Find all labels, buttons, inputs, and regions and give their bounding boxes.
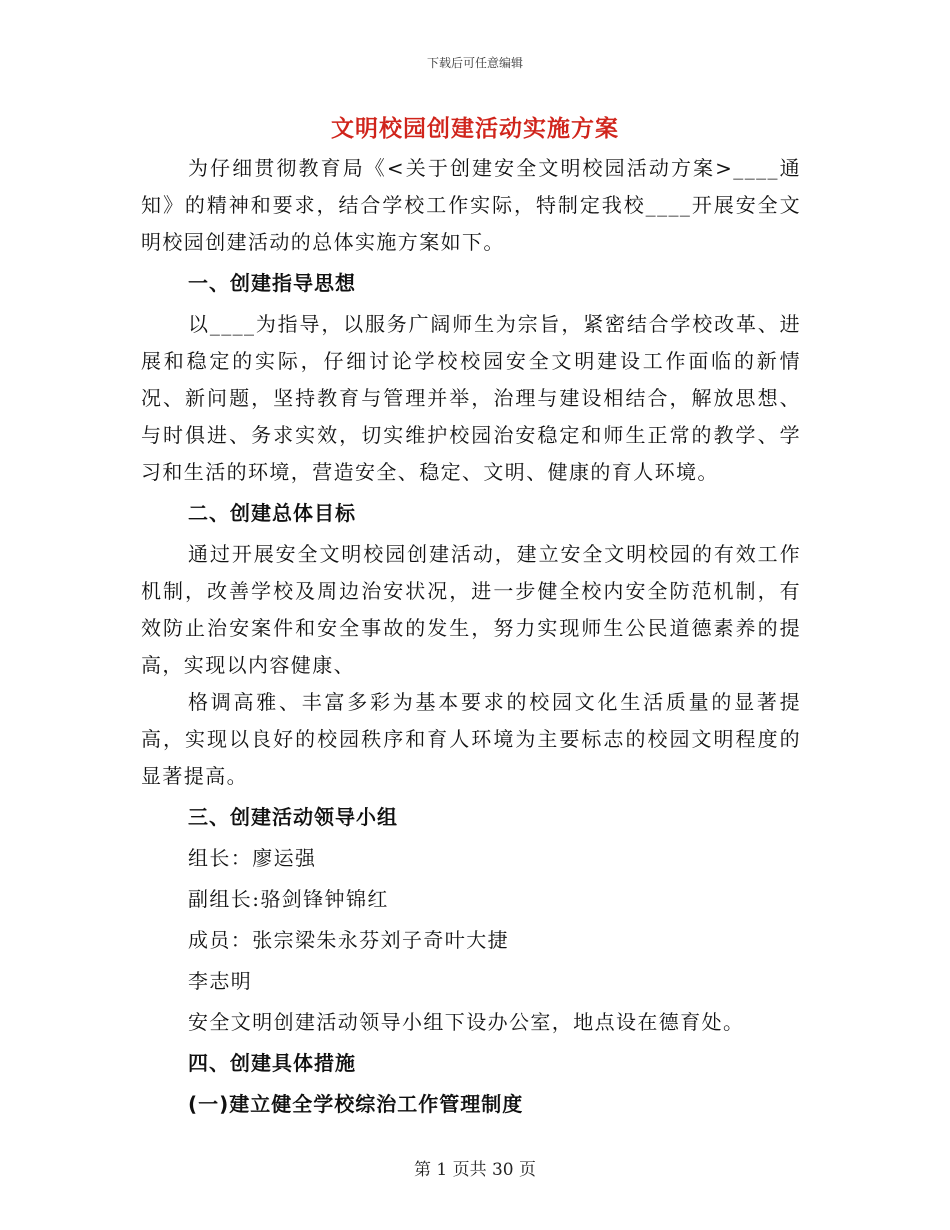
group-leader: 组长：廖运强 (188, 846, 317, 870)
group-deputy-leader: 副组长:骆剑锋钟锦红 (188, 887, 389, 911)
group-members: 成员：张宗梁朱永芬刘子奇叶大捷 (188, 928, 509, 952)
group-office-location: 安全文明创建活动领导小组下设办公室，地点设在德育处。 (188, 1010, 745, 1034)
section-heading-overall-goal: 二、创建总体目标 (188, 501, 356, 525)
page-header: 下载后可任意编辑 (426, 56, 523, 70)
page-number: 第 1 页共 30 页 (413, 1160, 537, 1180)
overall-goal-paragraph-2: 格调高雅、丰富多彩为基本要求的校园文化生活质量的显著提高，实现以良好的校园秩序和育人环境为主要标志的校园文明程度的显著提高。 (141, 690, 801, 788)
document-body (141, 150, 801, 1123)
group-members-continued: 李志明 (188, 969, 253, 993)
section-heading-specific-measures: 四、创建具体措施 (188, 1051, 356, 1075)
section-heading-guiding-ideology: 一、创建指导思想 (188, 271, 356, 295)
guiding-ideology-paragraph: 以____为指导，以服务广阔师生为宗旨，紧密结合学校改革、进展和稳定的实际，仔细讨论学校校园安全文明建设工作面临的新情况、新问题，坚持教育与管理并举，治理与建设相结合，解放思想、与时俱进、务求实效，切实维护校园治安稳定和师生正常的教学、学习和生活的环境，营造安全、稳定、文明、健康的育人环境。 (141, 312, 801, 484)
intro-paragraph: 为仔细贯彻教育局《<关于创建安全文明校园活动方案>____通知》的精神和要求，结合学校工作实际，特制定我校____开展安全文明校园创建活动的总体实施方案如下。 (141, 156, 801, 254)
subsection-heading-management-system: (一)建立健全学校综治工作管理制度 (188, 1092, 524, 1116)
document-title: 文明校园创建活动实施方案 (331, 116, 619, 142)
overall-goal-paragraph-1: 通过开展安全文明校园创建活动，建立安全文明校园的有效工作机制，改善学校及周边治安状况，进一步健全校内安全防范机制，有效防止治安案件和安全事故的发生，努力实现师生公民道德素养的提高，实现以内容健康、 (141, 542, 801, 677)
section-heading-leadership-group: 三、创建活动领导小组 (188, 805, 398, 829)
